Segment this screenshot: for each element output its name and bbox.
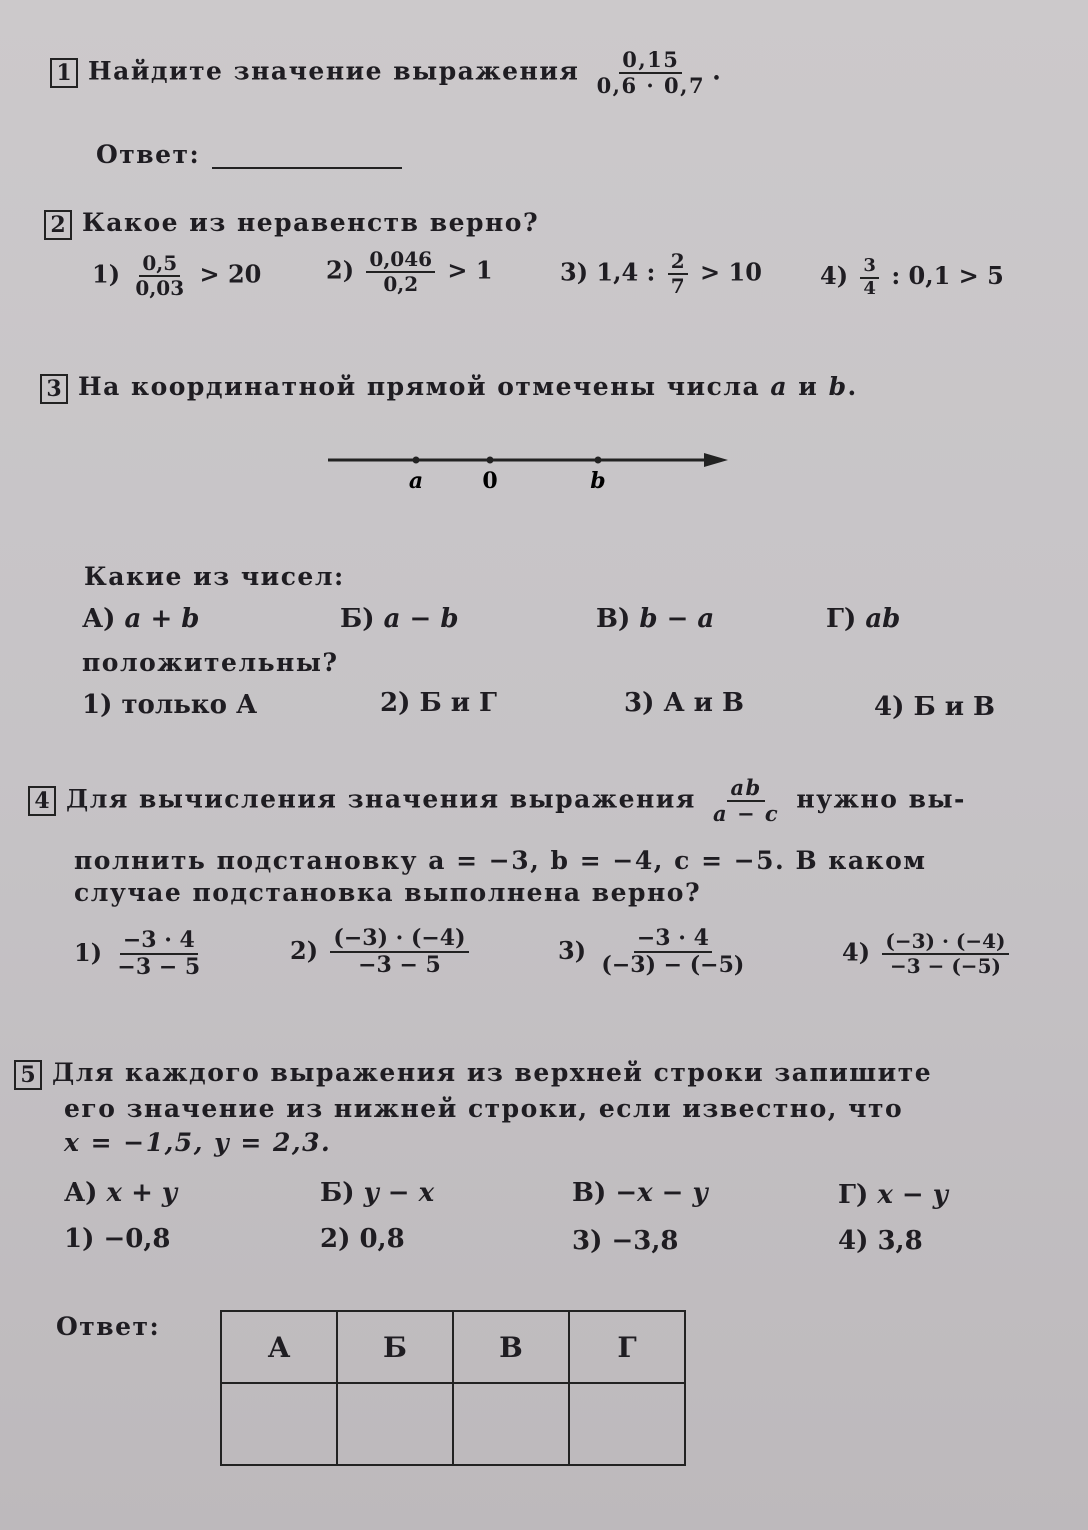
question-5 [14, 1058, 932, 1090]
q3-answer-2[interactable]: 2) Б и Г [380, 688, 497, 718]
q5-item-a [64, 1178, 177, 1208]
q5-item-g [838, 1180, 948, 1210]
item-expr: a − b [383, 604, 459, 634]
point-b [595, 457, 602, 464]
fraction [860, 256, 879, 299]
q5-item-b [320, 1178, 434, 1208]
fraction [330, 926, 468, 979]
q5-item-v [572, 1178, 708, 1208]
numerator: (−3) · (−4) [882, 930, 1008, 955]
numerator: 3 [860, 256, 879, 279]
denominator: 4 [863, 277, 876, 299]
item-label: В) [572, 1178, 607, 1208]
q3-answer-1[interactable]: 1) только А [82, 690, 258, 720]
q5-value-3: 3) −3,8 [572, 1226, 679, 1256]
q3-answer-3[interactable]: 3) А и В [624, 688, 744, 718]
option-label: 4) [842, 937, 871, 967]
header-cell-a: А [221, 1311, 337, 1383]
numerator: 0,15 [619, 48, 682, 74]
option-head: 1,4 : [596, 257, 656, 287]
item-label: В) [596, 604, 631, 634]
and-word: и [798, 372, 819, 401]
q4-option-2[interactable] [290, 926, 473, 979]
answer-cell-g[interactable] [569, 1383, 685, 1465]
item-expr: x + y [106, 1178, 178, 1208]
answer-table [220, 1310, 686, 1466]
option-label: 4) [820, 261, 849, 291]
axis-arrow [704, 453, 728, 467]
denominator: −3 − 5 [117, 954, 201, 981]
item-label: Г) [838, 1180, 869, 1210]
question-text: Для вычисления значения выражения [66, 784, 696, 814]
item-label: А) [82, 604, 116, 634]
item-label: Б) [320, 1178, 355, 1208]
header-cell-g: Г [569, 1311, 685, 1383]
q3-tail: положительны? [82, 648, 339, 677]
fraction [594, 48, 709, 98]
answer-cell-v[interactable] [453, 1383, 569, 1465]
numerator: −3 · 4 [120, 928, 198, 955]
fraction [132, 252, 187, 300]
answer-table-header-row [221, 1311, 685, 1383]
q2-option-2 [326, 248, 493, 296]
option-label: 1) [74, 937, 103, 967]
answer-cell-b[interactable] [337, 1383, 453, 1465]
fraction [366, 248, 435, 296]
label-zero: 0 [482, 468, 498, 494]
q5-line-2: его значение из нижней строки, если известно, что [64, 1094, 904, 1123]
option-tail: : 0,1 > 5 [891, 261, 1004, 291]
denominator: 7 [670, 274, 685, 298]
item-expr: a + b [124, 604, 200, 634]
q5-line-3: x = −1,5, y = 2,3. [64, 1128, 332, 1157]
question-number: 1 [50, 58, 78, 88]
item-expr: x − y [877, 1180, 948, 1210]
q2-option-4 [820, 256, 1004, 299]
coordinate-line [320, 440, 740, 500]
numerator: −3 · 4 [634, 926, 712, 953]
q4-line-2: полнить подстановку a = −3, b = −4, c = −5. В каком [74, 846, 927, 875]
question-text: Для каждого выражения из верхней строки запишите [52, 1058, 933, 1087]
question-1 [50, 48, 722, 98]
question-number: 5 [14, 1060, 42, 1090]
q4-option-4[interactable] [842, 930, 1013, 978]
item-expr: −x − y [615, 1178, 708, 1208]
denominator: 0,03 [135, 276, 185, 300]
label-b: b [590, 468, 606, 494]
q2-option-1 [92, 252, 261, 300]
option-label: 1) [92, 259, 121, 289]
fraction [882, 930, 1008, 978]
numerator: 2 [668, 250, 688, 275]
q5-answer-label: Ответ: [56, 1312, 161, 1341]
q3-item-v [596, 604, 714, 634]
denominator: −3 − 5 [358, 952, 441, 979]
point-a [413, 457, 420, 464]
q3-item-a [82, 604, 199, 634]
fraction [668, 250, 688, 298]
q3-answer-4[interactable]: 4) Б и В [874, 692, 996, 722]
denominator: 0,2 [383, 272, 419, 296]
item-expr: b − a [639, 604, 715, 634]
denominator: a − c [713, 801, 780, 827]
option-tail: > 10 [700, 257, 762, 287]
fraction [598, 926, 747, 979]
q3-item-g [826, 604, 900, 634]
item-expr: y − x [363, 1178, 435, 1208]
question-text-tail: нужно вы- [796, 784, 966, 814]
option-label: 2) [290, 935, 319, 965]
question-3 [40, 372, 858, 404]
answer-cell-a[interactable] [221, 1383, 337, 1465]
q3-question: Какие из чисел: [84, 562, 345, 591]
answer-line[interactable] [212, 138, 402, 169]
q5-value-1: 1) −0,8 [64, 1224, 171, 1254]
question-number: 4 [28, 786, 56, 816]
answer-row-1 [96, 138, 402, 169]
numerator: ab [727, 776, 764, 802]
numerator: (−3) · (−4) [330, 926, 468, 953]
q4-line-3: случае подстановка выполнена верно? [74, 878, 702, 907]
denominator: −3 − (−5) [889, 954, 1001, 978]
question-4 [28, 776, 966, 826]
q2-option-3 [560, 250, 762, 298]
question-number: 3 [40, 374, 68, 404]
q4-option-3[interactable] [558, 926, 751, 979]
var-b: b [828, 372, 848, 401]
option-tail: > 20 [199, 259, 262, 289]
header-cell-b: Б [337, 1311, 453, 1383]
period: . [712, 56, 723, 86]
fraction [710, 776, 782, 826]
option-label: 3) [560, 257, 589, 287]
item-label: А) [64, 1178, 98, 1208]
item-expr: ab [865, 604, 901, 634]
denominator: (−3) − (−5) [601, 952, 745, 979]
q3-item-b [340, 604, 459, 634]
header-cell-v: В [453, 1311, 569, 1383]
point-zero [487, 457, 494, 464]
item-label: Б) [340, 604, 375, 634]
q5-value-4: 4) 3,8 [838, 1226, 923, 1256]
answer-label: Ответ: [96, 140, 201, 169]
question-text: Какое из неравенств верно? [82, 208, 540, 237]
question-number: 2 [44, 210, 72, 240]
var-a: a [770, 372, 789, 401]
item-label: Г) [826, 604, 857, 634]
option-tail: > 1 [447, 255, 493, 285]
label-a: a [408, 468, 424, 494]
numerator: 0,046 [366, 248, 435, 273]
question-text: Найдите значение выражения [88, 56, 580, 86]
question-text: На координатной прямой отмечены числа [78, 372, 761, 401]
answer-table-input-row [221, 1383, 685, 1465]
period: . [847, 372, 858, 401]
q4-option-1[interactable] [74, 928, 207, 981]
fraction [114, 928, 203, 981]
option-label: 2) [326, 255, 355, 285]
denominator: 0,6 · 0,7 [596, 73, 706, 99]
q5-value-2: 2) 0,8 [320, 1224, 405, 1254]
numerator: 0,5 [139, 252, 180, 277]
option-label: 3) [558, 935, 587, 965]
question-2 [44, 208, 539, 240]
